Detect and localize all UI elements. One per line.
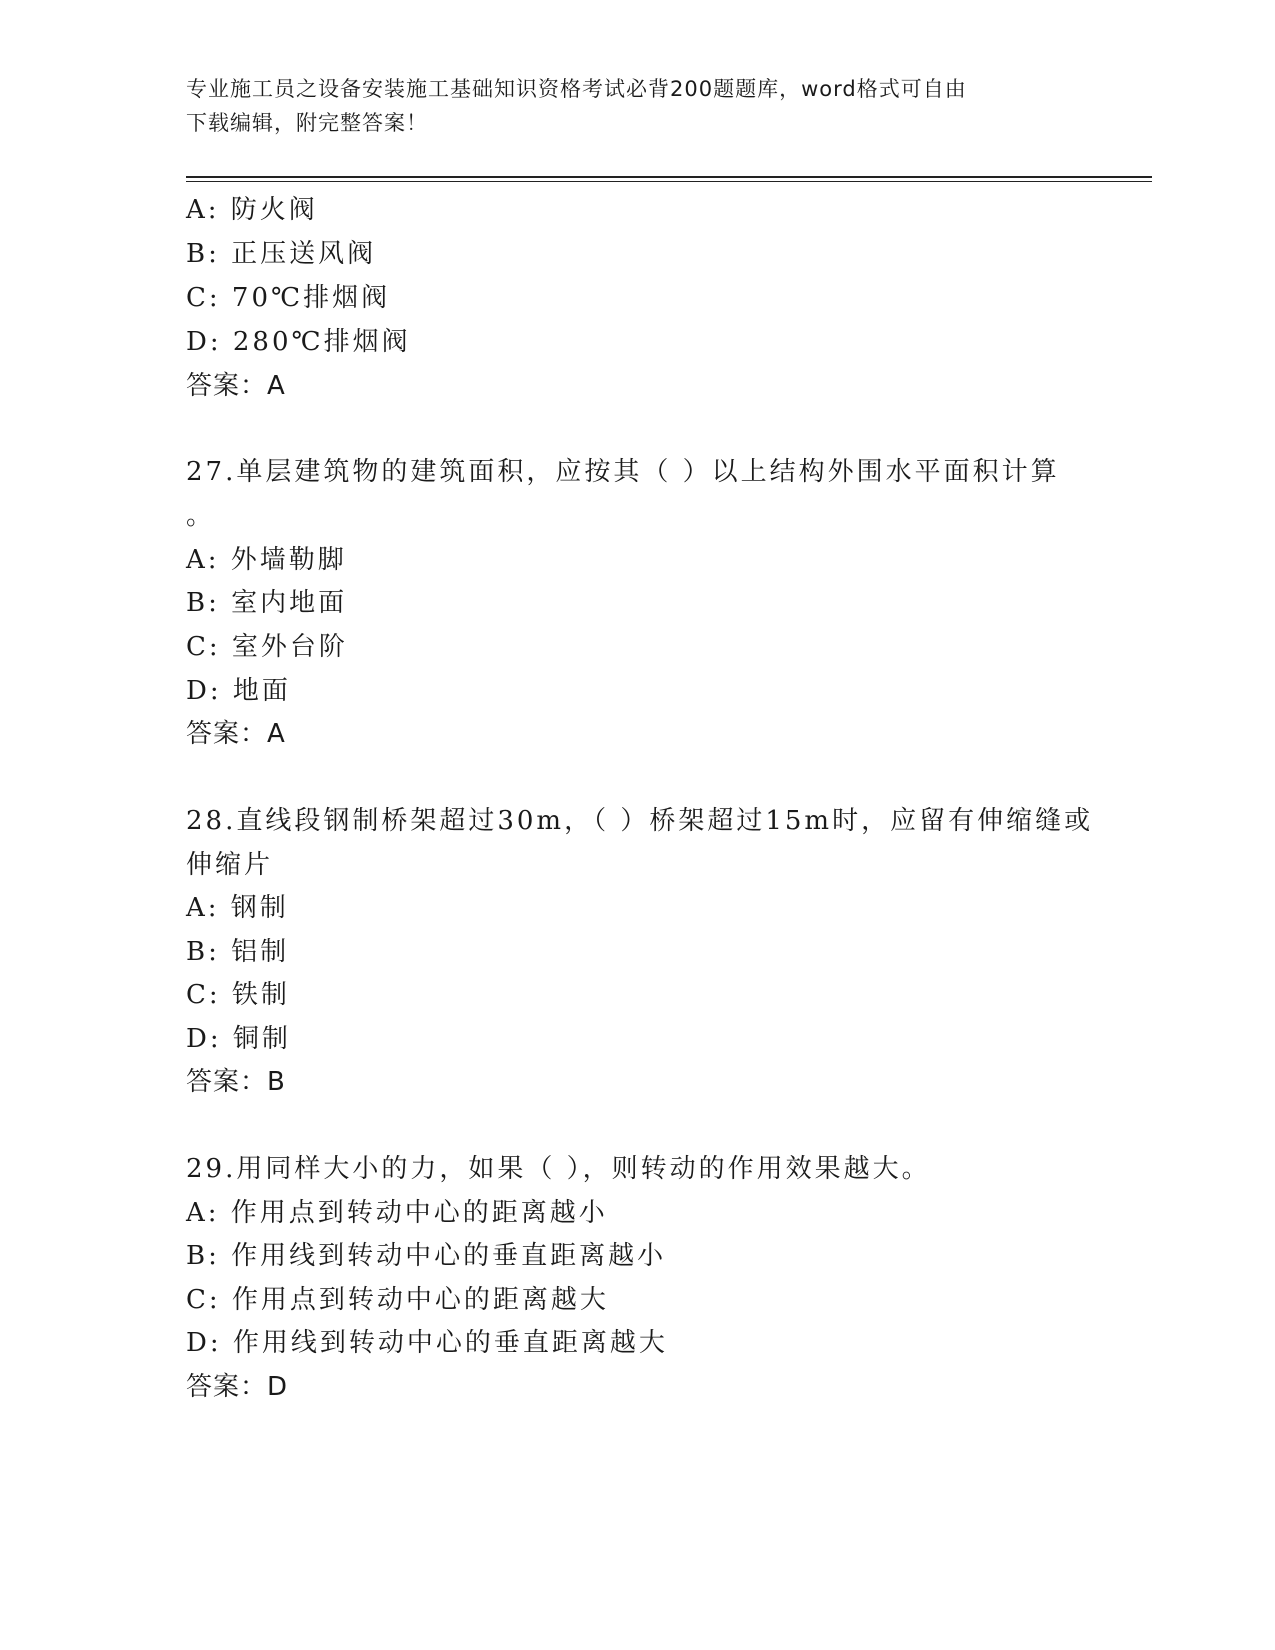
q28-option-b: B: 铝制 (186, 937, 290, 967)
document-header (186, 72, 1086, 140)
q28-question-line-2: 伸缩片 (186, 850, 274, 880)
header-divider-thin (186, 181, 1152, 182)
q29-option-a: A: 作用点到转动中心的距离越小 (186, 1198, 608, 1228)
q27-question-line-2: 。 (186, 501, 216, 531)
q28-option-a: A: 钢制 (186, 893, 289, 923)
q26-option-c: C: 70℃排烟阀 (186, 283, 391, 313)
q28-question-line-1: 28.直线段钢制桥架超过30m，（ ）桥架超过15m时，应留有伸缩缝或 (186, 806, 1094, 836)
q27-option-d: D: 地面 (186, 676, 291, 706)
q28-option-c: C: 铁制 (186, 980, 290, 1010)
q29-option-c: C: 作用点到转动中心的距离越大 (186, 1285, 609, 1315)
q28-answer: 答案：B (186, 1067, 286, 1097)
q28-option-d: D: 铜制 (186, 1024, 291, 1054)
q29-question-line-1: 29.用同样大小的力，如果（ ），则转动的作用效果越大。 (186, 1154, 931, 1184)
q29-answer: 答案：D (186, 1372, 289, 1402)
q27-option-a: A: 外墙勒脚 (186, 545, 347, 575)
q26-option-b: B: 正压送风阀 (186, 239, 377, 269)
q29-option-d: D: 作用线到转动中心的垂直距离越大 (186, 1328, 668, 1358)
q26-option-d: D: 280℃排烟阀 (186, 327, 411, 357)
q29-option-b: B: 作用线到转动中心的垂直距离越小 (186, 1241, 667, 1271)
header-line-2: 下载编辑，附完整答案！ (186, 111, 428, 135)
header-divider-thick (186, 176, 1152, 178)
q27-answer: 答案：A (186, 719, 286, 749)
q26-option-a: A: 防火阀 (186, 195, 318, 225)
header-line-1: 专业施工员之设备安装施工基础知识资格考试必背200题题库，word格式可自由 (186, 77, 967, 101)
q27-option-c: C: 室外台阶 (186, 632, 348, 662)
q27-option-b: B: 室内地面 (186, 588, 348, 618)
q27-question-line-1: 27.单层建筑物的建筑面积，应按其（ ）以上结构外围水平面积计算 (186, 457, 1060, 487)
q26-answer: 答案：A (186, 371, 286, 401)
